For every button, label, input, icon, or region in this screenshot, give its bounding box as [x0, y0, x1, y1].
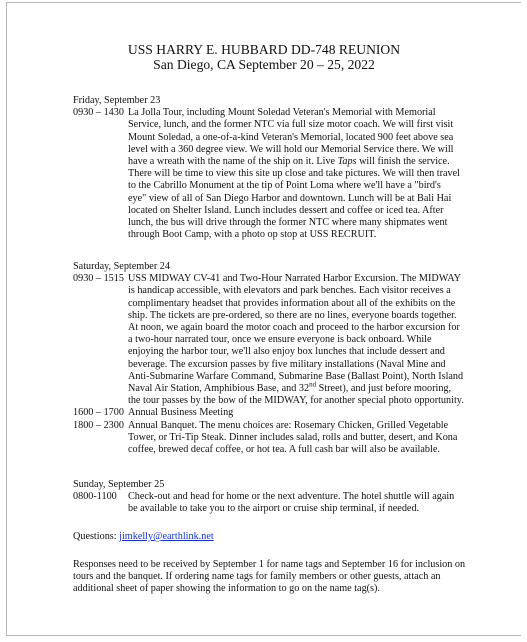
saturday-event-midway	[73, 273, 511, 407]
description-line: There will be time to view this site up close and take pictures. We will then travel	[128, 168, 460, 180]
day-label-saturday: Saturday, September 24	[73, 261, 170, 272]
description-line: Annual Banquet. The menu choices are: Rosemary Chicken, Grilled Vegetable	[128, 419, 449, 431]
document-header	[7, 42, 521, 72]
event-time: 1800 – 2300	[73, 419, 124, 431]
event-description	[128, 420, 511, 457]
event-description	[128, 407, 511, 419]
responses-line: Responses need to be received by September 1 for name tags and September 16 for inclusion on	[73, 559, 466, 570]
saturday-event-meeting	[73, 407, 511, 419]
description-line: eye" view of all of San Diego Harbor and downtown. Lunch will be at Bali Hai	[128, 192, 452, 204]
sunday-event	[73, 491, 511, 515]
responses-line: additional sheet of paper showing the information to go on the name tag(s).	[73, 583, 380, 595]
description-line: Naval Air Station, Amphibious Base, and 32nd Street), and just before mooring,	[128, 380, 452, 395]
description-line: complimentary headset that provides information about all of the exhibits on the	[128, 297, 456, 309]
reunion-title: USS HARRY E. HUBBARD DD-748 REUNION	[127, 42, 401, 57]
description-line: lunch, the bus will drive through the former NTC where many shipmates went	[128, 217, 448, 229]
description-line: a two-hour narrated tour, once we ensure everyone is back onboard. While	[128, 334, 432, 346]
description-line: have a wreath with the name of the ship on it. Live Taps will finish the service.	[128, 156, 450, 168]
responses-line: tours and the banquet. If ordering name tags for family members or other guests, attach an	[73, 571, 441, 583]
description-line: USS MIDWAY CV-41 and Two-Hour Narrated Harbor Excursion. The MIDWAY	[128, 273, 461, 285]
description-line: Mount Soledad, a one-of-a-kind Veteran's Memorial, located 900 feet above sea	[128, 131, 454, 143]
description-line: coffee, brewed decaf coffee, or hot tea. A full cash bar will also be available.	[128, 444, 440, 456]
responses-paragraph	[73, 559, 511, 596]
friday-event	[73, 107, 511, 241]
event-time: 1600 – 1700	[73, 407, 124, 419]
description-line: located on Shelter Island. Lunch includes dessert and coffee or iced tea. After	[128, 204, 444, 216]
description-line: Check-out and head for home or the next adventure. The hotel shuttle will again	[128, 491, 455, 503]
questions-label: Questions:	[73, 531, 117, 542]
description-line: Tower, or Tri-Tip Steak. Dinner includes salad, rolls and butter, desert, and Kona	[128, 431, 458, 443]
description-line: is handicap accessible, with elevators and park benches. Each visitor receives a	[128, 285, 451, 297]
description-line: be available to take you to the airport or cruise ship terminal, if needed.	[128, 503, 420, 515]
description-line: Annual Business Meeting	[128, 407, 234, 419]
sunday-section	[73, 479, 511, 516]
friday-section	[73, 95, 511, 241]
event-time: 0930 – 1430	[73, 107, 124, 119]
questions-line	[73, 531, 511, 543]
event-time: 0930 – 1515	[73, 273, 124, 285]
description-line: to the Cabrillo Monument at the tip of Point Loma where we'll have a "bird's	[128, 180, 441, 192]
description-line: La Jolla Tour, including Mount Soledad Veteran's Memorial with Memorial	[128, 107, 436, 119]
description-line: enjoying the harbor tour, we'll also enjoy box lunches that include dessert and	[128, 346, 445, 358]
description-line: ship. The tickets are pre-ordered, so there are no lines, everyone boards together.	[128, 309, 457, 321]
saturday-section	[73, 261, 511, 456]
document-page	[6, 2, 521, 636]
description-line: At noon, we again board the motor coach and proceed to the harbor excursion for	[128, 322, 460, 334]
event-time: 0800-1100	[73, 491, 117, 503]
description-line: beverage. The excursion passes by five military installations (Naval Mine and	[128, 358, 446, 370]
event-description	[128, 273, 511, 407]
day-label-friday: Friday, September 23	[73, 95, 161, 106]
reunion-subtitle: San Diego, CA September 20 – 25, 2022	[153, 57, 375, 72]
description-line: level with a 360 degree view. We will hold our Memorial Service there. We will	[128, 143, 454, 155]
day-label-sunday: Sunday, September 25	[73, 479, 165, 490]
description-line: through Boot Camp, with a photo op stop at USS RECRUIT.	[128, 229, 377, 241]
description-line: Anti-Submarine Warfare Command, Submarine Base (Ballast Point), North Island	[128, 370, 464, 382]
contact-email-link[interactable]: jimkelly@earthlink.net	[119, 531, 214, 542]
event-description	[128, 491, 511, 515]
description-line: the tour passes by the bow of the MIDWAY, for another special photo opportunity.	[128, 395, 464, 407]
description-line: Service, lunch, and the former NTC via full size motor coach. We will first visit	[128, 119, 454, 131]
saturday-event-banquet	[73, 420, 511, 457]
event-description	[128, 107, 511, 241]
